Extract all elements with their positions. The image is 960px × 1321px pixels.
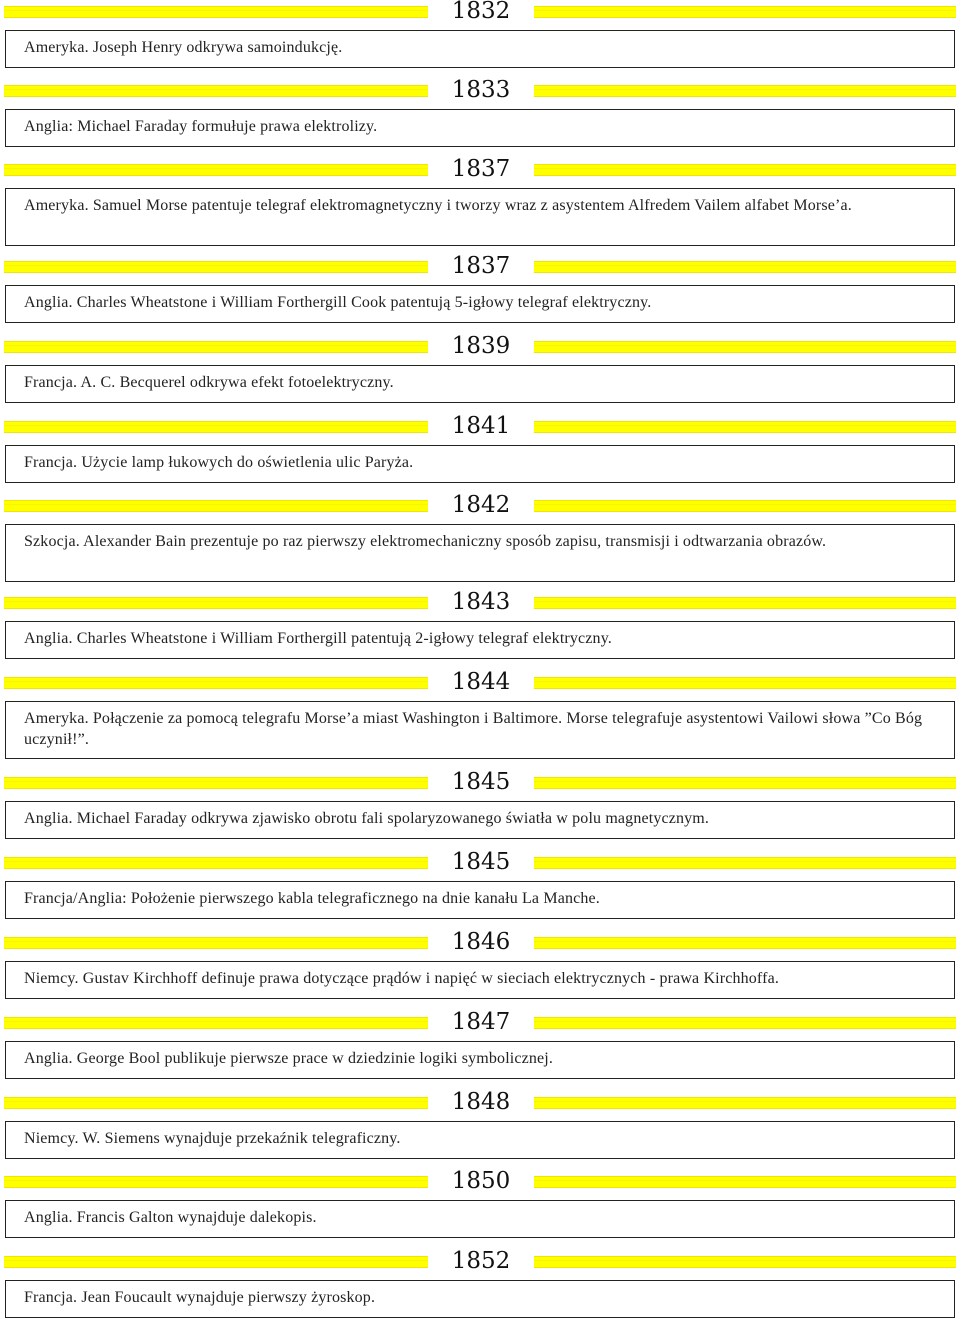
timeline-entry (0, 1248, 960, 1306)
timeline-entry (0, 156, 960, 214)
timeline-entry (0, 413, 960, 471)
year-header (0, 79, 960, 105)
year-header (0, 415, 960, 441)
event-description: Szkocja. Alexander Bain prezentuje po raz pierwszy elektromechaniczny sposób zapisu, transmisji i odtwarzania obrazów. (5, 524, 955, 582)
year-label: 1845 (451, 849, 511, 875)
year-label: 1837 (451, 156, 511, 182)
year-header (0, 771, 960, 797)
event-description: Niemcy. W. Siemens wynajduje przekaźnik telegraficzny. (5, 1121, 955, 1159)
yellow-bar-left (4, 341, 428, 353)
timeline-entry (0, 77, 960, 135)
year-header (0, 494, 960, 520)
yellow-bar-left (4, 937, 428, 949)
yellow-bar-right (534, 777, 956, 789)
yellow-bar-right (534, 341, 956, 353)
event-description: Anglia: Michael Faraday formułuje prawa elektrolizy. (5, 109, 955, 147)
event-description: Francja. A. C. Becquerel odkrywa efekt fotoelektryczny. (5, 365, 955, 403)
year-label: 1846 (451, 929, 511, 955)
year-header (0, 671, 960, 697)
year-label: 1833 (451, 77, 511, 103)
event-description: Ameryka. Joseph Henry odkrywa samoindukcję. (5, 30, 955, 68)
year-label: 1839 (451, 333, 511, 359)
yellow-bar-left (4, 597, 428, 609)
yellow-bar-left (4, 1256, 428, 1268)
timeline-entry (0, 1089, 960, 1147)
year-label: 1852 (451, 1248, 511, 1274)
year-header (0, 255, 960, 281)
event-description: Anglia. Michael Faraday odkrywa zjawisko obrotu fali spolaryzowanego światła w polu magnetycznym. (5, 801, 955, 839)
event-description: Ameryka. Samuel Morse patentuje telegraf elektromagnetyczny i tworzy wraz z asystentem Alfredem Vailem alfabet Morse’a. (5, 188, 955, 246)
year-label: 1841 (451, 413, 511, 439)
year-label: 1850 (451, 1168, 511, 1194)
year-header (0, 851, 960, 877)
yellow-bar-right (534, 937, 956, 949)
year-label: 1843 (451, 589, 511, 615)
yellow-bar-right (534, 85, 956, 97)
yellow-bar-left (4, 6, 428, 18)
yellow-bar-left (4, 85, 428, 97)
yellow-bar-left (4, 500, 428, 512)
event-description: Anglia. Charles Wheatstone i William Forthergill Cook patentują 5-igłowy telegraf elektryczny. (5, 285, 955, 323)
timeline-entry (0, 0, 960, 56)
event-description: Anglia. Charles Wheatstone i William Forthergill patentują 2-igłowy telegraf elektryczny. (5, 621, 955, 659)
year-header (0, 931, 960, 957)
event-description: Ameryka. Połączenie za pomocą telegrafu Morse’a miast Washington i Baltimore. Morse telegrafuje asystentowi Vailowi słowa ”Co Bóg uczynił!”. (5, 701, 955, 759)
year-header (0, 591, 960, 617)
year-label: 1847 (451, 1009, 511, 1035)
year-header (0, 158, 960, 184)
event-description: Anglia. George Bool publikuje pierwsze prace w dziedzinie logiki symbolicznej. (5, 1041, 955, 1079)
yellow-bar-right (534, 164, 956, 176)
year-header (0, 1011, 960, 1037)
yellow-bar-left (4, 1017, 428, 1029)
yellow-bar-right (534, 6, 956, 18)
timeline-entry (0, 492, 960, 550)
yellow-bar-right (534, 677, 956, 689)
timeline-entry (0, 669, 960, 748)
yellow-bar-right (534, 1017, 956, 1029)
timeline-entry (0, 1168, 960, 1226)
event-description: Niemcy. Gustav Kirchhoff definuje prawa dotyczące prądów i napięć w sieciach elektrycznych - prawa Kirchhoffa. (5, 961, 955, 999)
yellow-bar-right (534, 857, 956, 869)
year-header (0, 1170, 960, 1196)
year-label: 1837 (451, 253, 511, 279)
timeline-entry (0, 769, 960, 827)
event-description: Anglia. Francis Galton wynajduje dalekopis. (5, 1200, 955, 1238)
year-header (0, 1091, 960, 1117)
year-label: 1842 (451, 492, 511, 518)
year-label: 1848 (451, 1089, 511, 1115)
timeline-entry (0, 849, 960, 907)
yellow-bar-left (4, 261, 428, 273)
event-description: Francja. Jean Foucault wynajduje pierwszy żyroskop. (5, 1280, 955, 1318)
event-description: Francja. Użycie lamp łukowych do oświetlenia ulic Paryża. (5, 445, 955, 483)
event-description: Francja/Anglia: Położenie pierwszego kabla telegraficznego na dnie kanału La Manche. (5, 881, 955, 919)
yellow-bar-left (4, 164, 428, 176)
year-label: 1845 (451, 769, 511, 795)
year-header (0, 335, 960, 361)
yellow-bar-right (534, 500, 956, 512)
yellow-bar-left (4, 777, 428, 789)
yellow-bar-left (4, 1176, 428, 1188)
year-header (0, 1250, 960, 1276)
timeline-entry (0, 929, 960, 987)
yellow-bar-right (534, 421, 956, 433)
yellow-bar-left (4, 857, 428, 869)
yellow-bar-right (534, 1097, 956, 1109)
timeline-entry (0, 1009, 960, 1067)
yellow-bar-right (534, 1176, 956, 1188)
yellow-bar-right (534, 261, 956, 273)
yellow-bar-right (534, 597, 956, 609)
year-label: 1844 (451, 669, 511, 695)
yellow-bar-right (534, 1256, 956, 1268)
timeline-entry (0, 253, 960, 311)
year-label: 1832 (451, 0, 511, 24)
yellow-bar-left (4, 677, 428, 689)
yellow-bar-left (4, 1097, 428, 1109)
timeline-entry (0, 589, 960, 647)
year-header (0, 0, 960, 26)
yellow-bar-left (4, 421, 428, 433)
timeline-entry (0, 333, 960, 391)
